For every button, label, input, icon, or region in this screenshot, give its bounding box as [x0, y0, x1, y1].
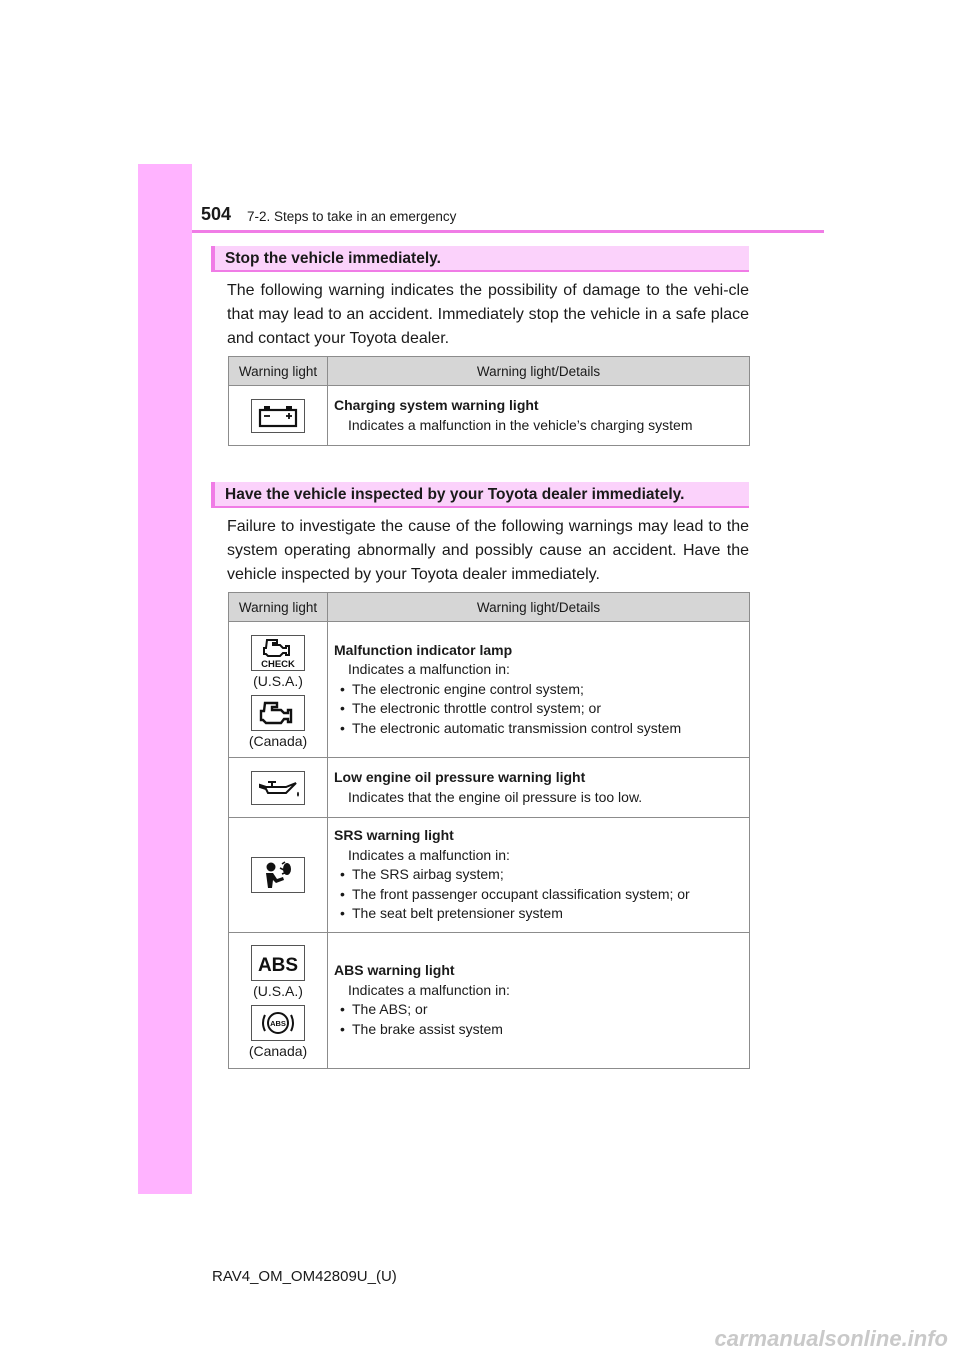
details-cell — [328, 758, 750, 818]
list-item: • The seat belt pretensioner system — [334, 904, 743, 924]
table-row — [229, 932, 750, 1068]
section-heading-stop: Stop the vehicle immediately. — [211, 246, 749, 272]
warning-description: Indicates a malfunction in: — [348, 981, 510, 998]
abs-label: ABS — [257, 955, 299, 976]
region-label-usa: (U.S.A.) — [253, 672, 303, 689]
icon-cell — [229, 622, 328, 758]
watermark: carmanualsonline.info — [714, 1326, 948, 1351]
abs-circle-label: ABS — [270, 1019, 286, 1028]
warning-title: Low engine oil pressure warning light — [334, 769, 586, 785]
details-cell — [328, 386, 750, 446]
column-header-details: Warning light/Details — [328, 593, 750, 622]
list-item: • The electronic automatic transmission control system — [334, 719, 743, 739]
document-code: RAV4_OM_OM42809U_(U) — [212, 1268, 397, 1285]
warning-title: ABS warning light — [334, 962, 455, 978]
warning-title: SRS warning light — [334, 827, 454, 843]
icon-cell — [229, 758, 328, 818]
warning-description: Indicates a malfunction in: — [348, 846, 510, 863]
warning-description: Indicates a malfunction in the vehicle’s charging system — [348, 416, 693, 433]
table-row — [229, 818, 750, 933]
list-item: • The SRS airbag system; — [334, 865, 743, 885]
region-label-canada: (Canada) — [248, 1043, 308, 1059]
header-rule — [192, 230, 824, 233]
table-header-row — [229, 357, 750, 386]
icon-cell — [229, 932, 328, 1068]
table-row — [229, 622, 750, 758]
battery-icon — [251, 399, 305, 433]
abs-circle-icon — [251, 1005, 305, 1041]
details-cell — [328, 818, 750, 933]
section-paragraph-stop: The following warning indicates the possibility of damage to the vehi-cle that may lead to an accident. Immediately stop the vehicle in a safe place and contact your Toyota dealer. — [227, 282, 749, 347]
chapter-side-tab — [138, 164, 192, 1194]
warning-title: Malfunction indicator lamp — [334, 641, 513, 658]
icon-cell — [229, 818, 328, 933]
column-header-light: Warning light — [229, 593, 328, 622]
abs-text-icon — [251, 945, 305, 981]
check-engine-icon — [251, 635, 305, 671]
region-label-usa: (U.S.A.) — [253, 983, 303, 999]
oil-can-icon — [251, 771, 305, 805]
list-item: • The ABS; or — [334, 1000, 743, 1020]
airbag-icon — [251, 857, 305, 893]
details-cell — [328, 622, 750, 758]
list-item: • The electronic engine control system; — [334, 680, 743, 700]
warning-description: Indicates a malfunction in: — [348, 661, 510, 678]
region-label-canada: (Canada) — [248, 732, 308, 749]
table-header-row — [229, 593, 750, 622]
warning-table-stop — [228, 356, 750, 446]
section-heading-inspect: Have the vehicle inspected by your Toyota dealer immediately. — [211, 482, 749, 508]
column-header-light: Warning light — [229, 357, 328, 386]
column-header-details: Warning light/Details — [328, 357, 750, 386]
section-title: 7-2. Steps to take in an emergency — [247, 209, 457, 224]
icon-cell — [229, 386, 328, 446]
details-cell — [328, 932, 750, 1068]
engine-icon — [251, 695, 305, 731]
warning-description: Indicates that the engine oil pressure is too low. — [348, 788, 643, 805]
section-paragraph-inspect: Failure to investigate the cause of the following warnings may lead to the system operating abnormally and possibly cause an accident. Have the vehicle inspected by your Toyota dealer immediately. — [227, 518, 749, 583]
list-item: • The brake assist system — [334, 1020, 743, 1040]
page-number: 504 — [201, 204, 232, 224]
list-item: • The front passenger occupant classification system; or — [334, 885, 743, 905]
table-row — [229, 386, 750, 446]
warning-table-inspect — [228, 592, 750, 1069]
check-label: CHECK — [261, 658, 295, 670]
list-item: • The electronic throttle control system; or — [334, 699, 743, 719]
table-row — [229, 758, 750, 818]
warning-title: Charging system warning light — [334, 397, 539, 413]
